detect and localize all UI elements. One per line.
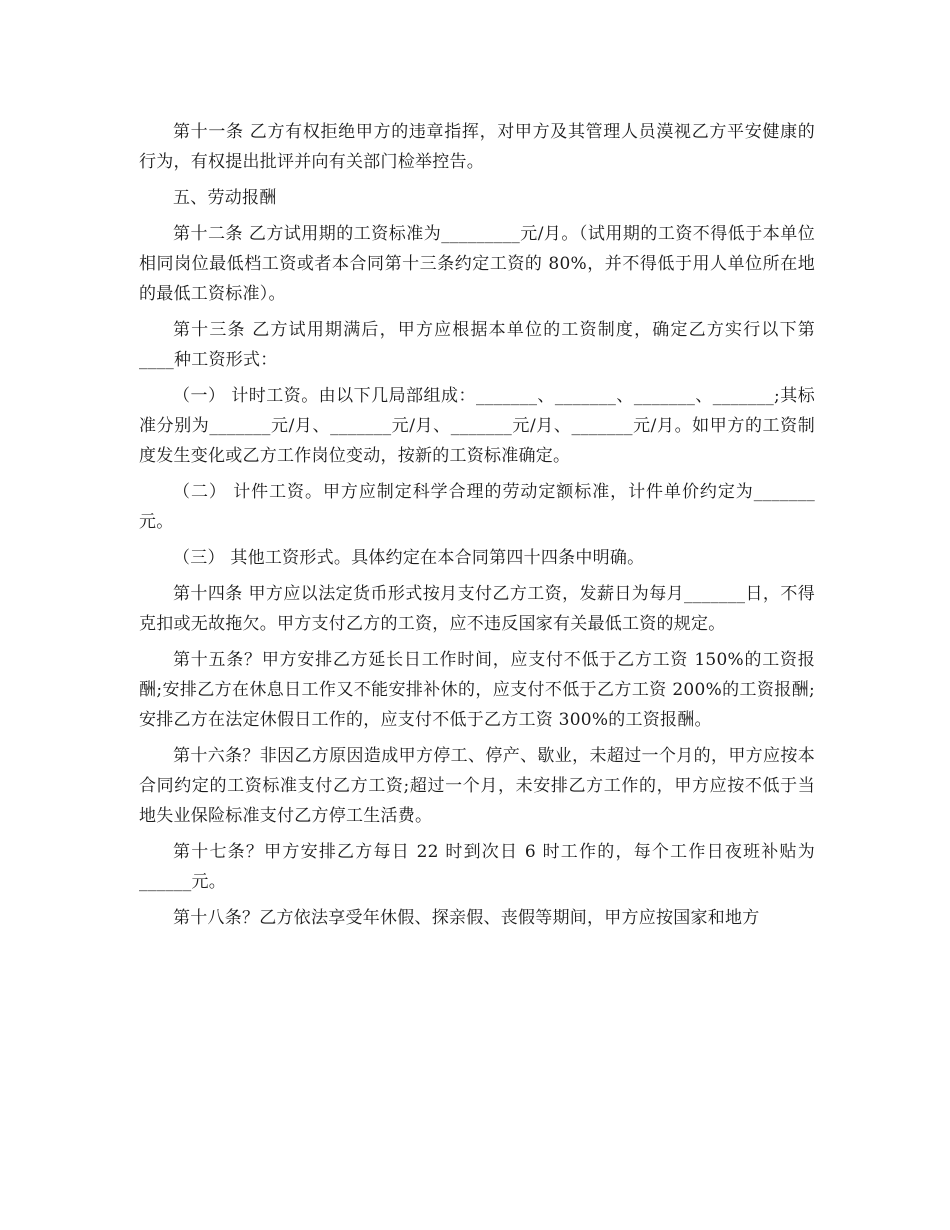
clause-14: 第十四条 甲方应以法定货币形式按月支付乙方工资，发薪日为每月_______日，不得克扣或无故拖欠。甲方支付乙方的工资，应不违反国家有关最低工资的规定。 [139, 584, 815, 634]
clause-15: 第十五条？甲方安排乙方延长日工作时间，应支付不低于乙方工资 150%的工资报酬;安排乙方在休息日工作又不能安排补休的，应支付不低于乙方工资 200%的工资报酬;安排乙方在法定休假日工作的，应支付不低于乙方工资 300%的工资报酬。 [139, 650, 815, 730]
document-body [139, 117, 815, 933]
clause-17: 第十七条？甲方安排乙方每日 22 时到次日 6 时工作的，每个工作日夜班补贴为______元。 [139, 842, 815, 892]
clause-11: 第十一条 乙方有权拒绝甲方的违章指挥，对甲方及其管理人员漠视乙方平安健康的行为，有权提出批评并向有关部门检举控告。 [139, 122, 815, 172]
section-heading-labor-remuneration: 五、劳动报酬 [173, 188, 277, 208]
clause-12: 第十二条 乙方试用期的工资标准为_________元/月。（试用期的工资不得低于本单位相同岗位最低档工资或者本合同第十三条约定工资的 80%，并不得低于用人单位所在地的最低工资标准）。 [139, 224, 815, 304]
clause-16: 第十六条？非因乙方原因造成甲方停工、停产、歇业，未超过一个月的，甲方应按本合同约定的工资标准支付乙方工资;超过一个月，未安排乙方工作的，甲方应按不低于当地失业保险标准支付乙方停工生活费。 [139, 746, 815, 826]
clause-13: 第十三条 乙方试用期满后，甲方应根据本单位的工资制度，确定乙方实行以下第____种工资形式： [139, 320, 815, 370]
clause-13-item-3: （三） 其他工资形式。具体约定在本合同第四十四条中明确。 [173, 548, 645, 568]
clause-13-item-2: （二） 计件工资。甲方应制定科学合理的劳动定额标准，计件单价约定为_______元。 [139, 482, 815, 532]
clause-18: 第十八条？乙方依法享受年休假、探亲假、丧假等期间，甲方应按国家和地方 [173, 908, 760, 928]
clause-13-item-1: （一） 计时工资。由以下几局部组成：_______、_______、_______、_______;其标准分别为_______元/月、_______元/月、_______元/月、_______元/月。如甲方的工资制度发生变化或乙方工作岗位变动，按新的工资标准确定。 [139, 386, 815, 466]
